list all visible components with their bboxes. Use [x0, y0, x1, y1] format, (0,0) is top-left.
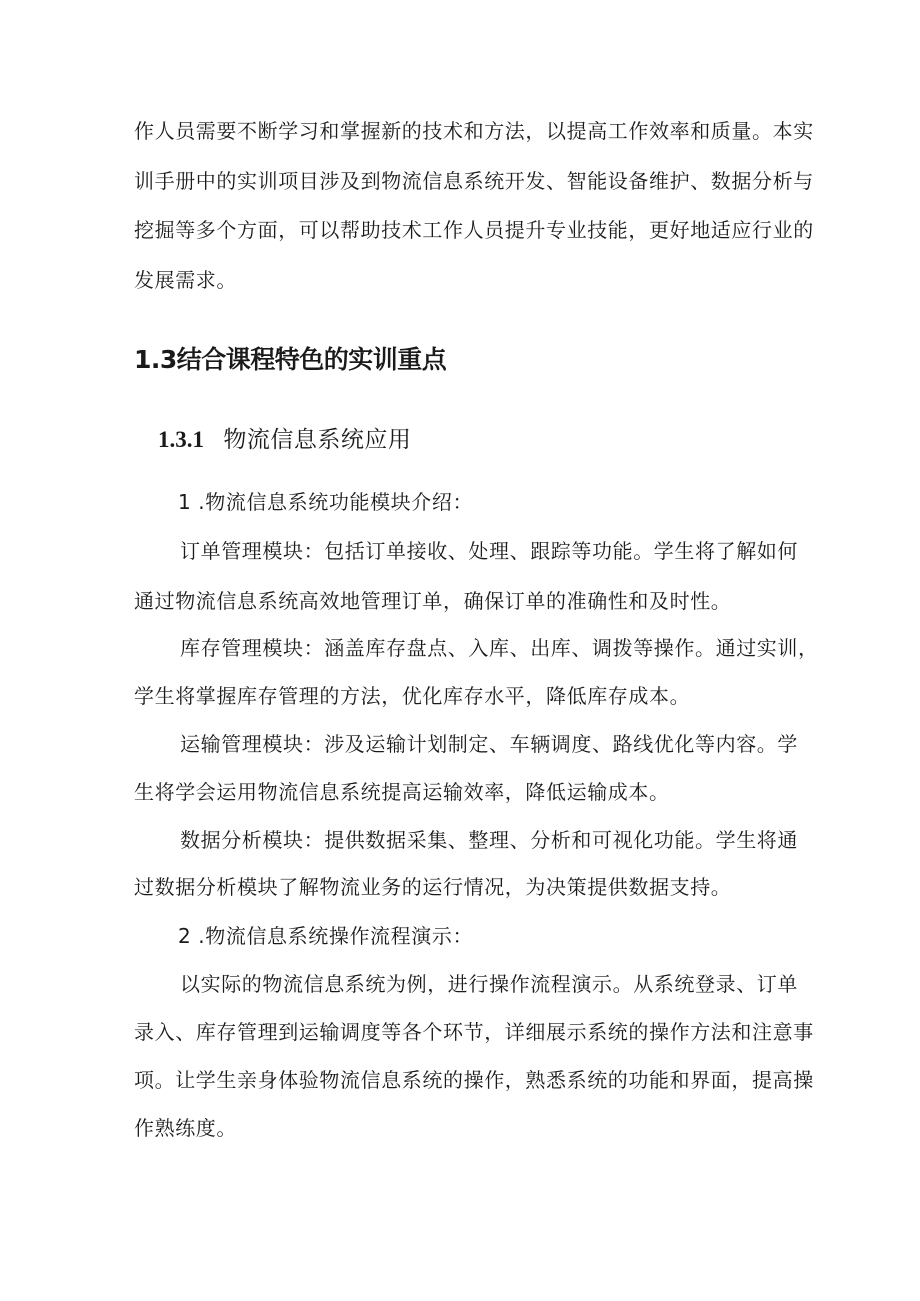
- intro-line-4: 发展需求。: [134, 268, 237, 292]
- item1-heading: 1 .物流信息系统功能模块介绍：: [178, 490, 474, 514]
- intro-line-3: 挖掘等多个方面，可以帮助技术工作人员提升专业技能，更好地适应行业的: [134, 218, 814, 242]
- subsection-title: 物流信息系统应用: [223, 427, 412, 453]
- intro-line-2: 训手册中的实训项目涉及到物流信息系统开发、智能设备维护、数据分析与: [134, 169, 814, 193]
- inventory-line-1: 库存管理模块：涵盖库存盘点、入库、出库、调拨等操作。通过实训，: [180, 636, 819, 660]
- analysis-line-1: 数据分析模块：提供数据采集、整理、分析和可视化功能。学生将通: [180, 828, 798, 852]
- inventory-line-2: 学生将掌握库存管理的方法，优化库存水平，降低库存成本。: [134, 684, 691, 708]
- intro-line-1: 作人员需要不断学习和掌握新的技术和方法，以提高工作效率和质量。本实: [134, 119, 814, 143]
- demo-line-1: 以实际的物流信息系统为例，进行操作流程演示。从系统登录、订单: [180, 972, 798, 996]
- order-line-1: 订单管理模块：包括订单接收、处理、跟踪等功能。学生将了解如何: [180, 539, 798, 563]
- demo-line-2: 录入、库存管理到运输调度等各个环节，详细展示系统的操作方法和注意事: [134, 1020, 814, 1044]
- analysis-line-2: 过数据分析模块了解物流业务的运行情况，为决策提供数据支持。: [134, 875, 732, 899]
- order-line-2: 通过物流信息系统高效地管理订单，确保订单的准确性和及时性。: [134, 589, 732, 613]
- subsection-heading: [158, 424, 411, 456]
- demo-line-4: 作熟练度。: [134, 1116, 237, 1140]
- section-heading: 1.3结合课程特色的实训重点: [134, 345, 447, 374]
- transport-line-1: 运输管理模块：涉及运输计划制定、车辆调度、路线优化等内容。学: [180, 732, 798, 756]
- transport-line-2: 生将学会运用物流信息系统提高运输效率，降低运输成本。: [134, 780, 670, 804]
- subsection-number: 1.3.1: [158, 427, 204, 452]
- item2-heading: 2 .物流信息系统操作流程演示：: [178, 924, 474, 948]
- demo-line-3: 项。让学生亲身体验物流信息系统的操作，熟悉系统的功能和界面，提高操: [134, 1068, 814, 1092]
